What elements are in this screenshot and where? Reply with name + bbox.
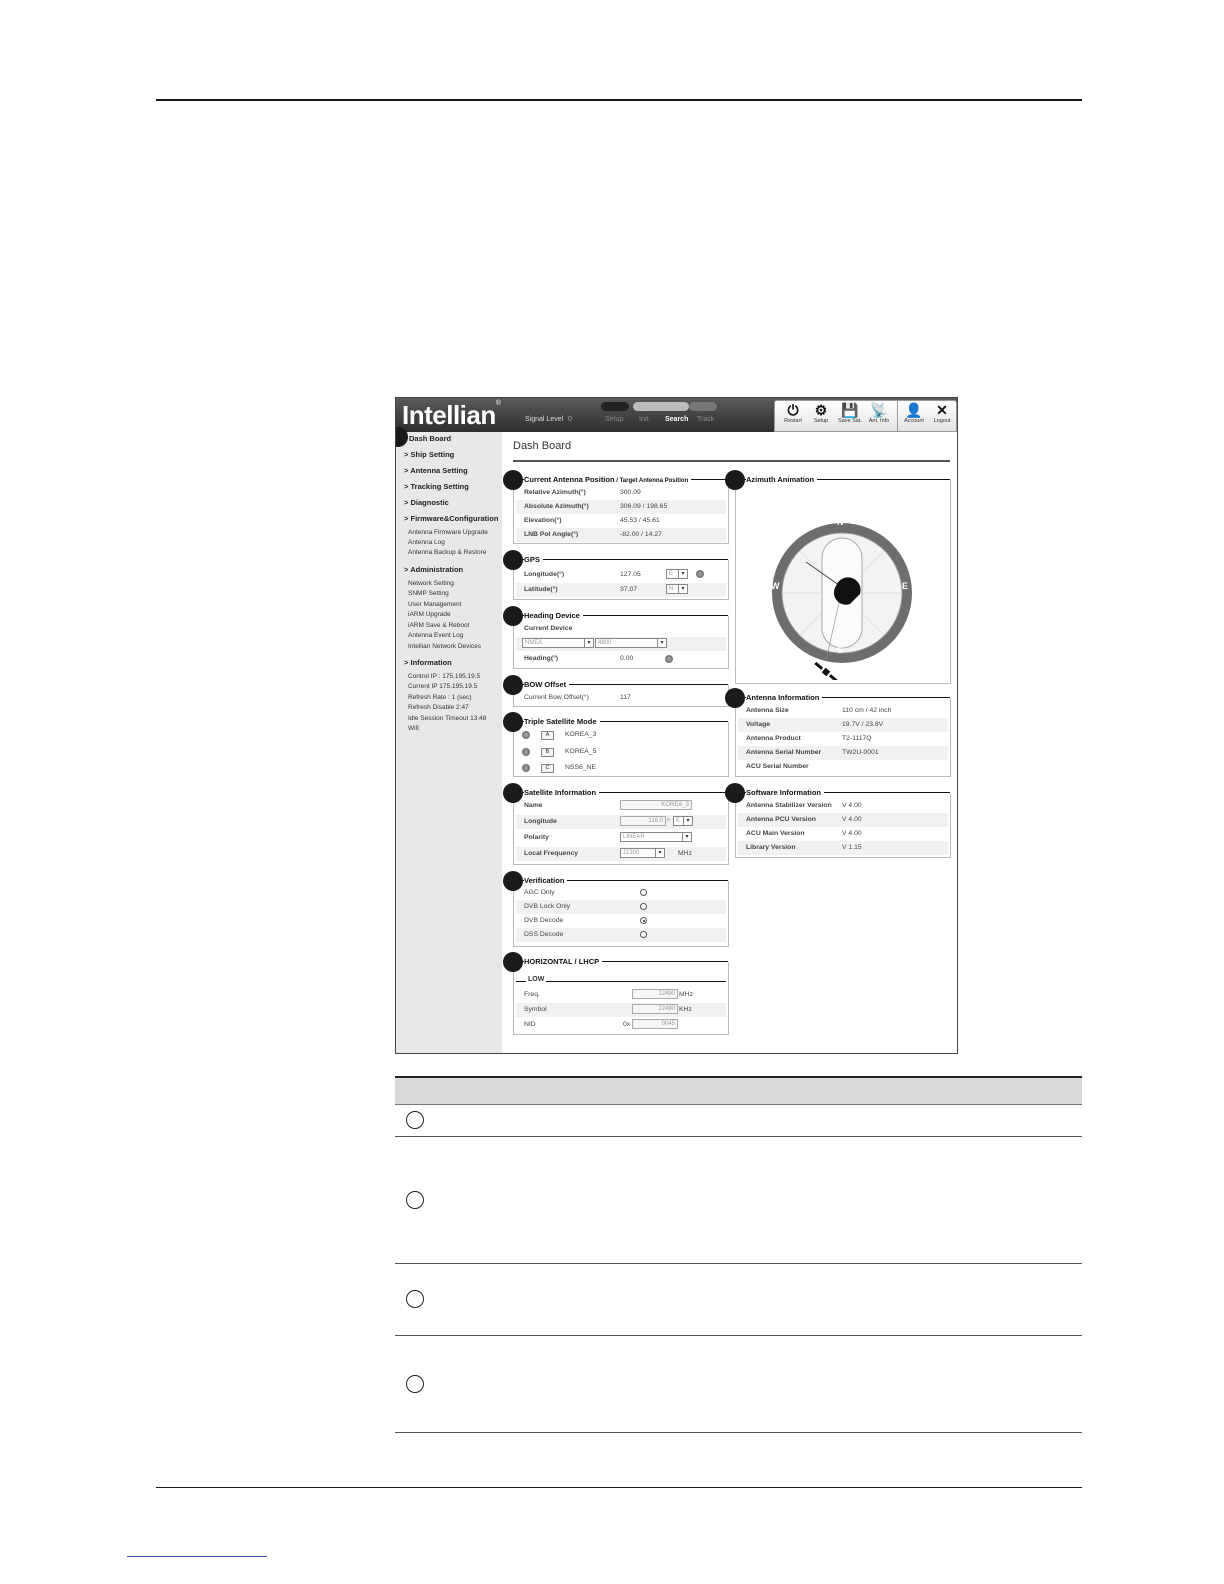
satellite-c-led — [522, 764, 530, 772]
table-row: Voltage 19.7V / 23.8V — [738, 718, 948, 732]
antenna-position-panel — [513, 475, 729, 544]
table-row: Absolute Azimuth(°) 306.09 / 198.65 — [516, 500, 726, 514]
sidebar-subitem[interactable]: Antenna Event Log — [408, 632, 464, 639]
toolbar — [774, 400, 957, 432]
baud-rate-select[interactable]: 4800 ▾ — [595, 638, 667, 648]
sidebar-item-diagnostic[interactable]: > Diagnostic — [404, 498, 449, 507]
table-row: Antenna Serial Number TW2U-0001 — [738, 746, 948, 760]
logout-button[interactable]: ✕ Logout — [928, 402, 956, 424]
panel-title: BOW Offset — [524, 680, 569, 689]
top-bar — [396, 398, 957, 432]
table-row: Antenna Product T2-1117Q — [746, 735, 872, 742]
satellite-b-button[interactable]: B — [541, 748, 554, 757]
panel-title: Current Antenna Position / Target Antenna Position — [524, 475, 691, 484]
table-row-divider — [395, 1263, 1082, 1264]
compass-north: N — [837, 517, 844, 527]
mode-setup: Setup — [605, 416, 624, 423]
power-icon: ⏻ — [787, 402, 799, 418]
azimuth-animation-panel — [735, 475, 951, 684]
sidebar-subitem[interactable]: Intellian Network Devices — [408, 643, 481, 650]
page-title: Dash Board — [513, 440, 572, 452]
dvb-decode-radio[interactable] — [640, 917, 647, 924]
panel-title: Antenna Information — [746, 693, 822, 702]
callout-marker — [503, 952, 523, 972]
satellite-name-field[interactable]: KOREA_3 — [620, 800, 692, 810]
setup-button[interactable]: ⚙ Setup — [807, 402, 835, 424]
table-row-divider — [395, 1432, 1082, 1433]
list-item: AGC Only — [516, 886, 726, 900]
sidebar-subitem[interactable]: Network Setting — [408, 580, 454, 587]
compass-graphic — [766, 510, 926, 680]
sidebar-subitem[interactable]: Antenna Firmware Upgrade — [408, 529, 488, 536]
satellite-direction-select[interactable]: E ▾ — [673, 816, 693, 826]
sidebar-subitem[interactable]: SNMP Setting — [408, 590, 449, 597]
dvb-lock-only-radio[interactable] — [640, 903, 647, 910]
signal-level-value: 0 — [568, 416, 572, 423]
sidebar-item-dashboard[interactable]: Dash Board — [409, 434, 452, 443]
page-footer-rule — [156, 1487, 1082, 1488]
table-row — [516, 637, 726, 651]
heading-device-panel — [513, 611, 729, 669]
callout-number — [406, 1375, 424, 1393]
table-row: ACU Main Version V 4.00 — [746, 830, 862, 837]
table-row: Symbol 22490 KHz — [516, 1003, 726, 1017]
list-item: A KOREA_3 — [516, 728, 726, 742]
compass-east: E — [902, 581, 909, 591]
sidebar-item-information[interactable]: > Information — [404, 658, 452, 667]
longitude-direction-select[interactable]: E ▾ — [666, 569, 688, 579]
callout-number — [406, 1191, 424, 1209]
signal-pill — [601, 402, 629, 411]
table-row: Antenna PCU Version V 4.00 — [738, 813, 948, 827]
heading-device-select[interactable]: NMEA ▾ — [522, 638, 594, 648]
info-current-ip: Current IP 175.195.19.5 — [408, 683, 478, 690]
dss-decode-radio[interactable] — [640, 931, 647, 938]
sidebar-subitem[interactable]: iARM Save & Reboot — [408, 622, 470, 629]
callout-marker — [725, 470, 745, 490]
table-row-divider — [395, 1335, 1082, 1336]
sidebar-item-administration[interactable]: > Administration — [404, 565, 464, 574]
signal-level-label: Signal Level — [525, 416, 564, 423]
table-row: Freq. 12490 MHz — [524, 991, 693, 998]
mode-search: Search — [665, 416, 689, 423]
satellite-a-led — [522, 731, 530, 739]
search-progress-bar — [633, 402, 689, 411]
description-table-header — [395, 1076, 1082, 1105]
title-underline — [513, 460, 950, 462]
polarity-select[interactable]: LINEAR ▾ — [620, 832, 692, 842]
table-row: Latitude(°) 37.07 N ▾ — [516, 583, 726, 597]
gps-panel — [513, 555, 729, 600]
sidebar-item-ship-setting[interactable]: > Ship Setting — [404, 450, 455, 459]
gps-status-led — [696, 570, 704, 578]
track-pill — [689, 402, 717, 411]
panel-title: Satellite Information — [524, 788, 599, 797]
mode-init: Init. — [639, 416, 651, 423]
table-row: Local Frequency 11300 ▾ MHz — [516, 847, 726, 861]
list-item: DVB Lock Only — [516, 900, 726, 914]
table-row: LNB Pol Angle(°) -82.00 / 14.27 — [516, 528, 726, 542]
latitude-direction-select[interactable]: N ▾ — [666, 584, 688, 594]
panel-title: Triple Satellite Mode — [524, 717, 600, 726]
info-control-ip: Control IP : 175.195.19.5 — [408, 673, 481, 680]
toolbar-separator — [897, 401, 898, 431]
satellite-information-panel — [513, 788, 729, 865]
software-information-panel — [735, 788, 951, 858]
web-ui-screenshot — [395, 397, 958, 1054]
panel-title: Azimuth Animation — [746, 475, 817, 484]
panel-title: Software Information — [746, 788, 824, 797]
sidebar-item-firmware[interactable]: > Firmware&Configuration — [404, 514, 499, 523]
table-row: Current Bow Offset(°) 117 — [524, 694, 631, 701]
table-row: Name KOREA_3 — [516, 799, 726, 813]
user-icon: 👤 — [905, 402, 923, 418]
panel-title: GPS — [524, 555, 543, 564]
table-row-divider — [395, 1136, 1082, 1137]
satellite-a-button[interactable]: A — [541, 731, 554, 740]
ant-info-button[interactable]: 📡 Ant. Info — [865, 402, 893, 424]
triple-satellite-panel — [513, 717, 729, 777]
info-refresh-disable: Refresh Disable 2:47 — [408, 704, 469, 711]
sidebar-subitem[interactable]: Antenna Backup & Restore — [408, 549, 487, 556]
satellite-dish-icon: 📡 — [870, 402, 888, 418]
panel-title: Verification — [524, 876, 567, 885]
table-row: Heading(°) 0.00 — [516, 652, 726, 666]
list-item: DSS Decode — [516, 928, 726, 942]
table-row: Relative Azimuth(°) 300.09 — [524, 489, 641, 496]
sidebar-item-tracking-setting[interactable]: > Tracking Setting — [404, 482, 469, 491]
compass-south: S — [837, 645, 844, 655]
footer-link-underline — [127, 1556, 267, 1557]
antenna-information-panel — [735, 693, 951, 777]
panel-title: Heading Device — [524, 611, 583, 620]
table-row: Longitude(°) 127.05 E ▾ — [516, 568, 726, 582]
symbol-rate-field[interactable]: 22490 — [632, 1004, 678, 1014]
sidebar-subitem[interactable]: User Management — [408, 601, 462, 608]
restart-button[interactable]: ⏻ Restart — [779, 402, 807, 424]
table-row: Polarity LINEAR ▾ — [516, 831, 726, 845]
table-row: NID 0x 0045 — [516, 1018, 726, 1032]
callout-marker — [503, 550, 523, 570]
sidebar-subitem[interactable]: iARM Upgrade — [408, 611, 451, 618]
sidebar-item-antenna-setting[interactable]: > Antenna Setting — [404, 466, 468, 475]
polarization-band-panel — [513, 957, 729, 1035]
local-frequency-select[interactable]: 11300 ▾ — [620, 848, 665, 858]
table-row: Elevation(°) 45.53 / 45.61 — [524, 517, 660, 524]
intellian-logo: Intellian® — [402, 400, 501, 430]
sidebar-subitem[interactable]: Antenna Log — [408, 539, 445, 546]
compass-west: W — [771, 581, 780, 591]
close-icon: ✕ — [936, 402, 948, 418]
gear-icon: ⚙ — [814, 402, 828, 418]
panel-title: HORIZONTAL / LHCP — [524, 957, 602, 966]
info-wifi: Wifi — [408, 725, 419, 732]
callout-number — [406, 1290, 424, 1308]
table-row: ACU Serial Number — [746, 763, 809, 770]
list-item: DVB Decode — [516, 914, 726, 928]
info-idle-timeout: Idle Session Timeout 13:48 — [408, 715, 487, 722]
page-header-rule — [156, 99, 1082, 101]
table-row: Antenna Size 110 cm / 42 inch — [746, 707, 892, 714]
table-row: Library Version V 1.15 — [738, 841, 948, 855]
mode-track: Track — [697, 416, 715, 423]
sidebar — [396, 432, 502, 1053]
low-band-rule — [516, 981, 726, 982]
satellite-icon — [813, 661, 838, 680]
table-row: Longitude 116.0 ° E ▾ — [516, 815, 726, 829]
save-icon: 💾 — [841, 402, 859, 418]
list-item: C NSS6_NE — [516, 761, 726, 775]
list-item: B KOREA_5 — [516, 745, 726, 759]
bow-offset-panel — [513, 680, 729, 707]
satellite-b-led — [522, 748, 530, 756]
nid-field[interactable]: 0045 — [632, 1019, 678, 1029]
low-band-title: LOW — [528, 976, 545, 983]
satellite-c-button[interactable]: C — [541, 764, 554, 773]
table-row: Current Device — [524, 625, 573, 632]
callout-number — [406, 1111, 424, 1129]
satellite-longitude-field[interactable]: 116.0 — [620, 816, 666, 826]
info-refresh-rate: Refresh Rate : 1 (sec) — [408, 694, 472, 701]
heading-status-led — [665, 655, 673, 663]
agc-only-radio[interactable] — [640, 889, 647, 896]
frequency-field[interactable]: 12490 — [632, 989, 678, 999]
save-sat-button[interactable]: 💾 Save Sat. — [836, 402, 864, 424]
verification-panel — [513, 876, 729, 947]
table-row: Antenna Stabilizer Version V 4.00 — [746, 802, 862, 809]
account-button[interactable]: 👤 Account — [900, 402, 928, 424]
